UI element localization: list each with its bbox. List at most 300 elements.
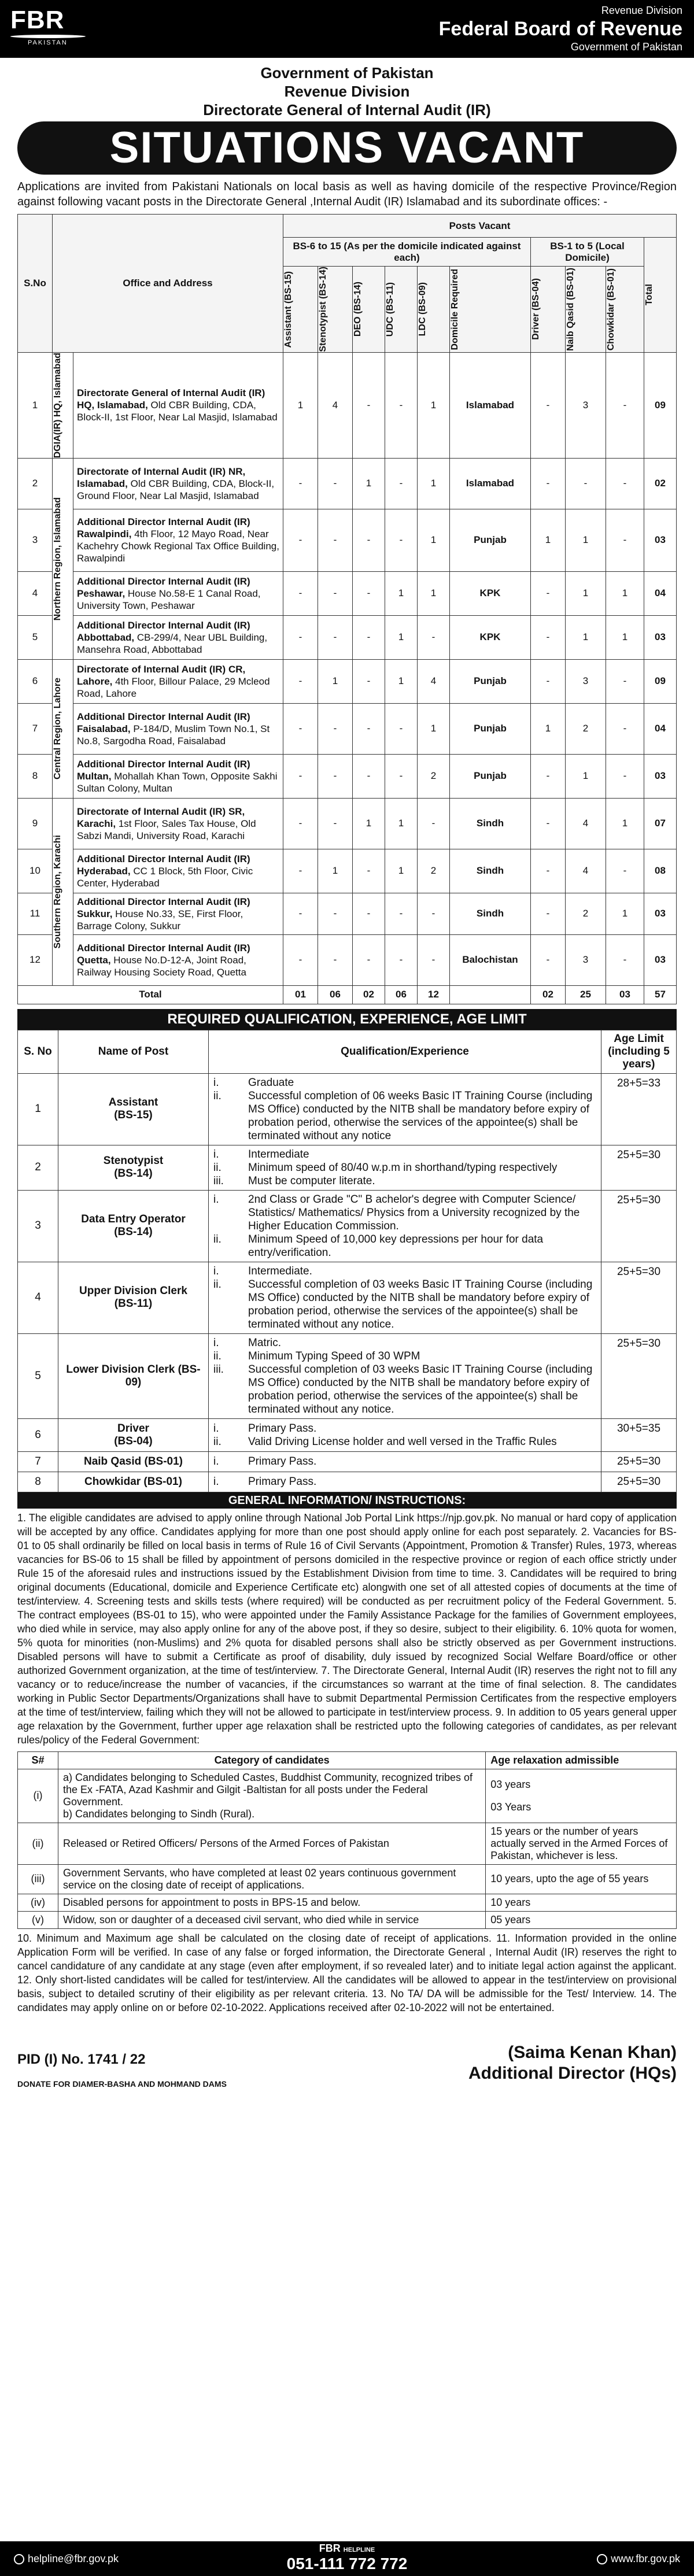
requirement-number: i. (213, 1265, 219, 1277)
requirement-text: Minimum speed of 80/40 w.p.m in shorthand/typing respectively (248, 1161, 558, 1174)
table-row (18, 1333, 677, 1418)
col-header-deo: DEO (BS-14) (353, 282, 363, 337)
table-row (18, 1145, 677, 1190)
table-row (18, 1451, 677, 1472)
cat-description (58, 1769, 485, 1823)
signer-name: (Saima Kenan Khan) (508, 2042, 677, 2062)
cat-relaxation (486, 1894, 677, 1911)
post-count: 1 (606, 798, 644, 849)
requirement-number: i. (213, 1422, 219, 1435)
post-count: - (385, 893, 418, 934)
requirement-number: i. (213, 1148, 219, 1161)
office-address (73, 352, 283, 458)
table-row (18, 1472, 677, 1492)
post-count: 1 (418, 571, 450, 615)
cat-header-category: Category of candidates (58, 1751, 485, 1769)
office-name: Directorate of Internal Audit (IR) SR, Karachi, (77, 805, 245, 829)
qual-sno: 6 (18, 1418, 58, 1451)
requirement-text: Successful completion of 06 weeks Basic IT Training Course (including MS Office) conducted by the NITB shall be mandatory before expiry of probation period, otherwise the services of the appointee(s) shall be terminated without any notice (248, 1089, 593, 1142)
post-count: 1 (566, 615, 606, 659)
post-count: - (606, 458, 644, 509)
post-scale: (BS-04) (114, 1435, 153, 1447)
total-count: 06 (385, 985, 418, 1004)
col-header-total: Total (644, 284, 654, 306)
relaxation-a: 03 years (490, 1778, 531, 1790)
requirement-number: ii. (213, 1435, 222, 1448)
col-header-group-bs1-5: BS-1 to 5 (Local Domicile) (531, 238, 644, 267)
office-name: Additional Director Internal Audit (IR) Sukkur, (77, 896, 250, 919)
table-row (18, 352, 677, 458)
post-count: - (531, 571, 566, 615)
domicile-cell: KPK (450, 571, 531, 615)
qual-post-name (58, 1262, 209, 1333)
post-title: Upper Division Clerk (79, 1285, 187, 1298)
table-row (18, 754, 677, 798)
post-count: 1 (385, 849, 418, 893)
col-header-naib-qasid: Naib Qasid (BS-01) (566, 267, 575, 351)
qual-age-limit: 28+5=33 (601, 1073, 677, 1145)
row-total: 04 (644, 571, 677, 615)
post-count: 1 (385, 798, 418, 849)
post-count: - (385, 703, 418, 754)
domicile-cell: Balochistan (450, 934, 531, 985)
qual-sno: 7 (18, 1451, 58, 1472)
age-relaxation-table (17, 1751, 677, 1929)
cat-description (58, 1911, 485, 1928)
fbr-label: FBR (319, 2542, 341, 2554)
post-count: - (531, 754, 566, 798)
post-count: - (283, 659, 318, 703)
domicile-cell: Punjab (450, 659, 531, 703)
post-title: Lower Division Clerk (BS-09) (66, 1363, 201, 1388)
office-name: Additional Director Internal Audit (IR) Multan, (77, 758, 250, 782)
office-address-text: CB-299/4, Near UBL Building, Mansehra Road, Abbottabad (77, 631, 268, 655)
post-scale: (BS-11) (114, 1298, 153, 1310)
post-count: 2 (566, 893, 606, 934)
post-count: - (385, 458, 418, 509)
qual-header-sno: S. No (18, 1030, 58, 1073)
email-contact[interactable] (14, 2553, 119, 2565)
office-name: Directorate General of Internal Audit (IR) HQ, Islamabad, (77, 387, 265, 411)
row-total: 09 (644, 659, 677, 703)
table-row (18, 893, 677, 934)
signer-title: Additional Director (HQs) (468, 2063, 677, 2083)
office-address (73, 615, 283, 659)
post-count: 1 (531, 509, 566, 571)
row-sno: 5 (18, 615, 53, 659)
post-count: - (418, 934, 450, 985)
helpline-phone: 051-111 772 772 (286, 2555, 408, 2573)
post-count: 1 (418, 352, 450, 458)
post-count: 1 (531, 703, 566, 754)
requirement-item (213, 1435, 596, 1448)
post-count: 4 (418, 659, 450, 703)
office-name: Additional Director Internal Audit (IR) Quetta, (77, 942, 250, 966)
office-address-text: 4th Floor, Billour Palace, 29 Mcleod Road, Lahore (77, 675, 270, 699)
office-address (73, 849, 283, 893)
domicile-cell: Sindh (450, 849, 531, 893)
titles-block (0, 64, 694, 119)
post-count: 1 (385, 659, 418, 703)
header-government: Government of Pakistan (570, 41, 682, 53)
qual-post-name (58, 1190, 209, 1262)
post-count: - (531, 352, 566, 458)
post-count: - (283, 849, 318, 893)
post-count: - (353, 509, 385, 571)
requirement-number: ii. (213, 1161, 222, 1174)
region-label: Southern Region, Karachi (53, 835, 62, 949)
requirement-text: Must be computer literate. (248, 1174, 375, 1187)
header-bar (0, 0, 694, 58)
post-count: 3 (566, 352, 606, 458)
qualification-table-body (18, 1073, 677, 1492)
requirement-text: Intermediate. (248, 1265, 312, 1277)
domicile-cell: Sindh (450, 798, 531, 849)
region-cell (53, 798, 73, 985)
office-name: Additional Director Internal Audit (IR) Hyderabad, (77, 853, 250, 877)
post-count: - (385, 509, 418, 571)
office-address (73, 754, 283, 798)
post-count: - (283, 703, 318, 754)
post-count: - (418, 798, 450, 849)
qualification-table (17, 1030, 677, 1492)
requirement-text: Minimum Speed of 10,000 key depressions per hour for data entry/verification. (248, 1233, 544, 1259)
row-total: 03 (644, 934, 677, 985)
row-sno: 9 (18, 798, 53, 849)
requirement-item (213, 1336, 596, 1350)
post-count: - (318, 703, 353, 754)
post-count: - (606, 703, 644, 754)
qual-post-name (58, 1073, 209, 1145)
post-count: - (606, 509, 644, 571)
post-count: 1 (606, 615, 644, 659)
footer-block (17, 2017, 677, 2104)
post-title: Naib Qasid (BS-01) (83, 1455, 183, 1468)
relaxation-a: 05 years (490, 1913, 531, 1925)
office-name: Additional Director Internal Audit (IR) Peshawar, (77, 575, 250, 599)
qual-age-limit: 25+5=30 (601, 1262, 677, 1333)
post-count: - (385, 934, 418, 985)
post-count: - (531, 893, 566, 934)
row-total: 08 (644, 849, 677, 893)
qual-requirements (209, 1190, 601, 1262)
requirement-text: Primary Pass. (248, 1476, 317, 1488)
post-count: - (418, 615, 450, 659)
row-sno: 12 (18, 934, 53, 985)
requirement-item (213, 1193, 596, 1233)
post-count: - (353, 352, 385, 458)
post-count: - (283, 934, 318, 985)
requirement-text: Primary Pass. (248, 1422, 317, 1435)
table-row (18, 1894, 677, 1911)
cat-sn: (v) (18, 1911, 58, 1928)
row-total: 03 (644, 893, 677, 934)
requirement-item (213, 1265, 596, 1278)
qual-post-name (58, 1472, 209, 1492)
table-row (18, 849, 677, 893)
post-count: - (318, 509, 353, 571)
domicile-cell: Punjab (450, 754, 531, 798)
cat-sn: (iv) (18, 1894, 58, 1911)
col-header-ldc: LDC (BS-09) (418, 282, 427, 337)
cat-sn: (i) (18, 1769, 58, 1823)
post-count: 4 (318, 352, 353, 458)
region-cell (53, 352, 73, 458)
table-row (18, 703, 677, 754)
requirement-text: Minimum Typing Speed of 30 WPM (248, 1350, 420, 1362)
qual-requirements (209, 1472, 601, 1492)
post-count: 1 (385, 571, 418, 615)
qual-age-limit: 25+5=30 (601, 1190, 677, 1262)
email-icon (14, 2554, 24, 2564)
post-count: 1 (353, 458, 385, 509)
office-address-text: House No.33, SE, First Floor, Barrage Colony, Sukkur (77, 908, 243, 932)
post-count: - (283, 458, 318, 509)
post-count: 1 (418, 703, 450, 754)
post-count: 3 (566, 934, 606, 985)
qual-sno: 8 (18, 1472, 58, 1492)
row-sno: 6 (18, 659, 53, 703)
qual-age-limit: 25+5=30 (601, 1145, 677, 1190)
office-address-text: Mohallah Khan Town, Opposite Sakhi Sultan Colony, Multan (77, 770, 278, 794)
situations-vacant-banner: SITUATIONS VACANT (17, 121, 677, 175)
requirement-number: i. (213, 1476, 219, 1488)
office-address-text: Old CBR Building, CDA, Block-II, 1st Floor, Near Lal Masjid, Islamabad (77, 400, 278, 423)
post-count: - (353, 893, 385, 934)
office-address (73, 893, 283, 934)
row-sno: 7 (18, 703, 53, 754)
region-cell (53, 659, 73, 798)
qual-age-limit: 25+5=30 (601, 1472, 677, 1492)
col-header-group-bs6-15: BS-6 to 15 (As per the domicile indicated against each) (283, 238, 531, 267)
cat-relaxation (486, 1823, 677, 1864)
office-name: Directorate of Internal Audit (IR) NR, Islamabad, (77, 465, 246, 489)
requirement-number: ii. (213, 1233, 222, 1246)
qual-sno: 1 (18, 1073, 58, 1145)
logo-text: FBR (10, 6, 65, 34)
general-info-paragraph-2: 10. Minimum and Maximum age shall be calculated on the closing date of receipt of applications. 11. Information provided in the online Application Form will be verified. In case of any false or forged information, the Directorate General , Internal Audit (IR) reserves the right to cancel candidature of any candidate at any stage (even after employment, if so revealed later) and to initiate legal action against the applicant. 12. Only short-listed candidates will be called for test/interview. All the candidates will be allowed to appear in the test/interview on provisional basis, subject to detailed scrutiny of their eligibility as per relevant criteria. 13. No TA/ DA will be admissible for the Test/ Interview. 14. The candidates may apply online on or before 02-10-2022. Applications received after 02-10-2022 will not be entertained. (17, 1932, 677, 2013)
office-name: Additional Director Internal Audit (IR) Abbottabad, (77, 619, 250, 643)
row-total: 03 (644, 509, 677, 571)
post-count: - (566, 458, 606, 509)
post-count: 1 (353, 798, 385, 849)
header-org (439, 5, 682, 53)
post-title: Driver (117, 1422, 149, 1435)
requirement-number: iii. (213, 1174, 224, 1187)
qual-header-qualification: Qualification/Experience (209, 1030, 601, 1073)
qualification-heading: REQUIRED QUALIFICATION, EXPERIENCE, AGE LIMIT (17, 1009, 677, 1030)
post-count: - (606, 352, 644, 458)
qual-requirements (209, 1073, 601, 1145)
title-division: Revenue Division (284, 83, 410, 100)
row-total: 07 (644, 798, 677, 849)
requirement-text: Valid Driving License holder and well versed in the Traffic Rules (248, 1435, 557, 1448)
requirement-text: Matric. (248, 1336, 281, 1349)
office-name: Additional Director Internal Audit (IR) Rawalpindi, (77, 516, 250, 540)
row-sno: 10 (18, 849, 53, 893)
cat-description (58, 1864, 485, 1894)
table-row (18, 798, 677, 849)
globe-icon (597, 2554, 607, 2564)
relaxation-b: 03 Years (490, 1801, 531, 1813)
qual-sno: 5 (18, 1333, 58, 1418)
office-name: Additional Director Internal Audit (IR) Faisalabad, (77, 711, 250, 734)
table-row (18, 615, 677, 659)
domicile-cell: Sindh (450, 893, 531, 934)
posts-vacant-table (17, 214, 677, 1004)
post-count: - (531, 934, 566, 985)
office-address (73, 703, 283, 754)
post-count: - (353, 703, 385, 754)
row-total: 02 (644, 458, 677, 509)
table-row (18, 1073, 677, 1145)
cat-text-a: Released or Retired Officers/ Persons of the Armed Forces of Pakistan (62, 1837, 389, 1849)
col-header-driver: Driver (BS-04) (531, 278, 541, 341)
requirement-text: Successful completion of 03 weeks Basic IT Training Course (including MS Office) conducted by the NITB shall be mandatory before expiry of probation period, otherwise the services of the appointee(s) shall be terminated without any notice. (248, 1278, 593, 1330)
general-info-heading: GENERAL INFORMATION/ INSTRUCTIONS: (17, 1492, 677, 1509)
requirement-number: i. (213, 1455, 219, 1468)
post-title: Chowkidar (BS-01) (84, 1475, 182, 1488)
total-count: 01 (283, 985, 318, 1004)
post-count: 2 (418, 849, 450, 893)
table-row (18, 571, 677, 615)
requirement-item (213, 1455, 596, 1468)
requirement-item (213, 1422, 596, 1435)
general-info-paragraph-1: 1. The eligible candidates are advised to apply online through National Job Portal Link https://njp.gov.pk. No manual or hard copy of application will be accepted by any office. Candidates applying for more than one post should apply online for each post separately. 2. Vacancies for BS-01 to 05 shall ordinarily be filled on local basis in terms of Rule 16 of Civil Servants (Appointment, Promotion & Transfer) Rules, 1973, whereas vacancies for BS-06 to 15 shall be filled by appointment of persons domiciled in the respective province or region of each office strictly under Rule 15 of the aforesaid rules and instructions issued by the Establishment Division from time to time. 3. Candidates will be required to bring original documents (Educational, domicile and Experience Certificate etc) alongwith one set of all attested copies of documents at the time of test/interview. 4. Screening tests and skills tests (where required) will be conducted as per recruitment policy of the Federal Government. 5. The contract employees (BS-01 to 15), who were appointed under the Family Assistance Package for the families of Government employees, who died while in service, may also apply online for any of the above post, if they so desire, subject to their eligibility. 6. 10% quota for women, 5% quota for minorities (non-Muslims) and 2% quota for disabled persons shall also be strictly observed as per Government instructions. Disabled persons will have to submit a Certificate as proof of disability, duly issued by recognized Social Welfare Board/office or other authorized Government organization, at the time of test/interview. 7. The Directorate General, Internal Audit (IR) reserves the right not to fill any vacancy or to reduce/increase the number of vacancies, if the circumstances so warrant at the time of final selection. 8. The candidates working in Public Sector Departments/Organizations shall have to submit Departmental Permission Certificates from the respective employers at the time of test/interview, failing which they will not be allowed to participate in test/interview process. 9. In addition to 05 years general upper age relaxation by the Government, further upper age relaxation shall be restricted upto the following categories of candidates, as per relevant rules/policy of the Federal Government: (17, 1511, 677, 1746)
total-count: 02 (531, 985, 566, 1004)
qual-requirements (209, 1418, 601, 1451)
cat-relaxation (486, 1769, 677, 1823)
fbr-logo (10, 7, 97, 51)
qual-post-name (58, 1418, 209, 1451)
requirement-number: iii. (213, 1363, 224, 1376)
row-sno: 1 (18, 352, 53, 458)
relaxation-a: 15 years or the number of years actually served in the Armed Forces of Pakistan, whichever is less. (490, 1825, 668, 1861)
post-title: Data Entry Operator (81, 1213, 186, 1226)
post-count: 1 (566, 754, 606, 798)
total-count: 06 (318, 985, 353, 1004)
email-text: helpline@fbr.gov.pk (28, 2553, 119, 2564)
requirement-number: i. (213, 1076, 219, 1089)
title-government: Government of Pakistan (260, 64, 434, 82)
qual-requirements (209, 1451, 601, 1472)
total-row (18, 985, 677, 1004)
requirement-item (213, 1161, 596, 1174)
cat-sn: (ii) (18, 1823, 58, 1864)
office-address (73, 934, 283, 985)
post-count: 1 (318, 659, 353, 703)
col-header-domicile: Domicile Required (450, 268, 460, 350)
cat-text-a: Widow, son or daughter of a deceased civil servant, who died while in service (62, 1913, 419, 1925)
qual-age-limit: 25+5=30 (601, 1333, 677, 1418)
post-count: 1 (566, 509, 606, 571)
requirement-item (213, 1475, 596, 1488)
post-count: - (531, 798, 566, 849)
cat-text-b: b) Candidates belonging to Sindh (Rural). (62, 1808, 255, 1820)
office-name: Directorate of Internal Audit (IR) CR, Lahore, (77, 663, 246, 687)
post-count: - (283, 893, 318, 934)
qual-post-name (58, 1333, 209, 1418)
cat-relaxation (486, 1864, 677, 1894)
post-count: - (385, 754, 418, 798)
region-label: Northern Region, Islamabad (53, 497, 62, 621)
posts-table-body (18, 352, 677, 1004)
post-count: 1 (385, 615, 418, 659)
cat-text-a: Disabled persons for appointment to posts in BPS-15 and below. (62, 1896, 361, 1908)
post-count: 1 (318, 849, 353, 893)
post-count: - (283, 615, 318, 659)
post-count: - (353, 571, 385, 615)
office-address-text: CC 1 Block, 5th Floor, Civic Center, Hyderabad (77, 865, 253, 889)
post-count: - (353, 659, 385, 703)
col-header-stenotypist: Stenotypist (BS-14) (318, 267, 328, 352)
col-header-chowkidar: Chowkidar (BS-01) (606, 268, 616, 350)
post-count: - (318, 615, 353, 659)
row-total: 03 (644, 615, 677, 659)
signature-block (468, 2042, 677, 2084)
post-count: - (353, 934, 385, 985)
qual-post-name (58, 1451, 209, 1472)
age-relaxation-body (18, 1769, 677, 1928)
qual-sno: 4 (18, 1262, 58, 1333)
table-row (18, 1418, 677, 1451)
post-count: - (283, 509, 318, 571)
post-count: - (531, 615, 566, 659)
office-address-text: P-184/D, Muslim Town No.1, St No.8, Sargodha Road, Faisalabad (77, 723, 270, 746)
post-count: - (531, 849, 566, 893)
cat-header-relaxation: Age relaxation admissible (486, 1751, 677, 1769)
relaxation-a: 10 years, upto the age of 55 years (490, 1873, 649, 1885)
qual-age-limit: 25+5=30 (601, 1451, 677, 1472)
cat-relaxation (486, 1911, 677, 1928)
domicile-cell: KPK (450, 615, 531, 659)
region-label: DGIA(IR) HQ, Islamabad (53, 352, 62, 458)
requirement-item (213, 1363, 596, 1416)
post-count: - (606, 754, 644, 798)
post-scale: (BS-14) (114, 1226, 153, 1239)
office-address-text: Old CBR Building, CDA, Block-II, Ground Floor, Near Lal Masjid, Islamabad (77, 478, 275, 501)
post-count: 1 (606, 571, 644, 615)
post-count: - (318, 571, 353, 615)
helpline-contact (278, 2542, 416, 2573)
cat-description (58, 1823, 485, 1864)
post-count: 2 (566, 703, 606, 754)
table-row (18, 1823, 677, 1864)
col-header-posts-vacant: Posts Vacant (283, 215, 677, 238)
title-directorate: Directorate General of Internal Audit (IR) (203, 101, 491, 119)
pid-number: PID (I) No. 1741 / 22 (17, 2051, 146, 2067)
cat-text-a: a) Candidates belonging to Scheduled Castes, Buddhist Community, recognized tribes of the Ex -FATA, Azad Kashmir and Gilgit -Baltistan for all posts under the Federal Government. (62, 1771, 473, 1808)
region-label: Central Region, Lahore (53, 678, 62, 780)
row-sno: 11 (18, 893, 53, 934)
post-count: - (418, 893, 450, 934)
col-header-assistant: Assistant (BS-15) (283, 271, 293, 348)
requirement-text: Graduate (248, 1076, 294, 1089)
post-count: - (318, 754, 353, 798)
row-total: 03 (644, 754, 677, 798)
logo-swoosh-icon (9, 35, 86, 38)
post-count: - (606, 659, 644, 703)
website-contact[interactable] (597, 2553, 680, 2565)
table-row (18, 1262, 677, 1333)
requirement-item (213, 1233, 596, 1259)
requirement-item (213, 1278, 596, 1331)
table-row (18, 1864, 677, 1894)
row-sno: 4 (18, 571, 53, 615)
qual-header-age: Age Limit (including 5 years) (601, 1030, 677, 1073)
requirement-item (213, 1174, 596, 1188)
total-count: 25 (566, 985, 606, 1004)
